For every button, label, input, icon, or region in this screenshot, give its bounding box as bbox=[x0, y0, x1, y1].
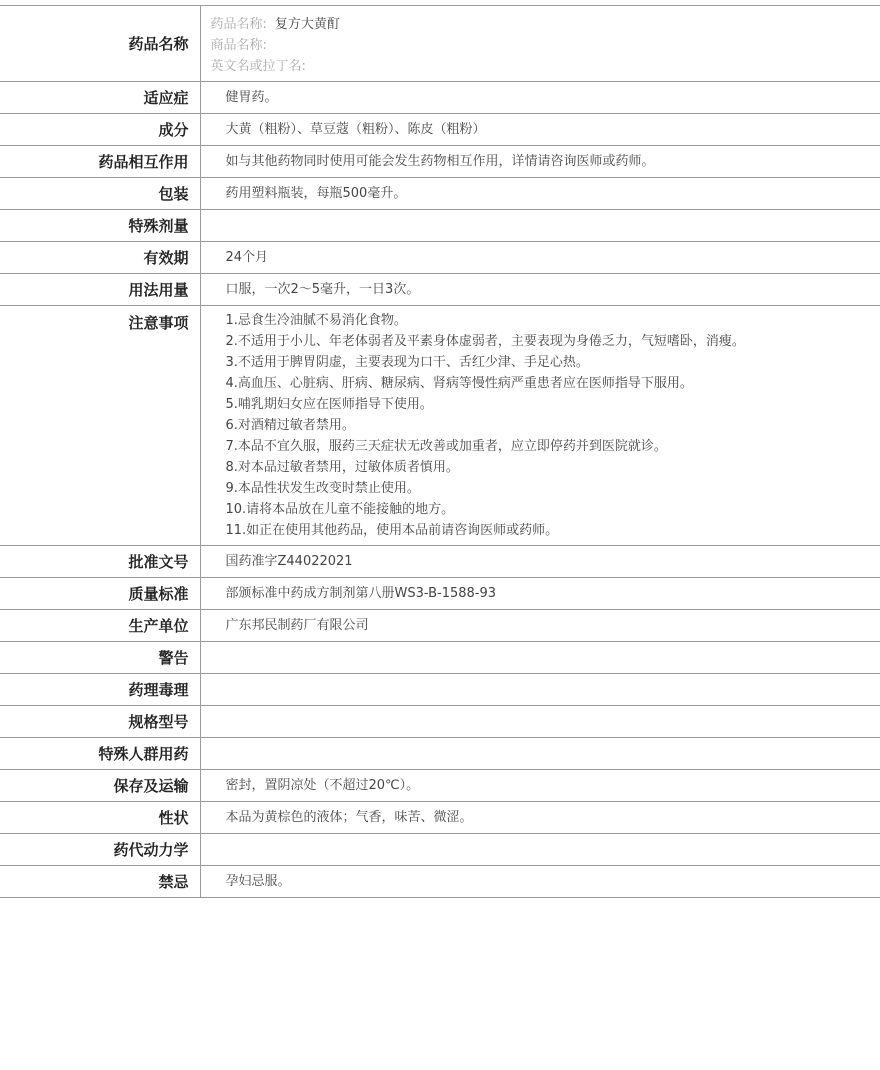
row-pharmacokinetics bbox=[0, 834, 880, 866]
notes-value bbox=[200, 306, 880, 546]
drug-info-table bbox=[0, 5, 880, 898]
spec-label: 规格型号 bbox=[0, 706, 200, 738]
row-interactions bbox=[0, 146, 880, 178]
row-drug-name bbox=[0, 6, 880, 82]
approval-value: 国药准字Z44022021 bbox=[225, 554, 353, 569]
row-usage bbox=[0, 274, 880, 306]
row-approval bbox=[0, 546, 880, 578]
row-packaging bbox=[0, 178, 880, 210]
row-manufacturer bbox=[0, 610, 880, 642]
row-warning bbox=[0, 642, 880, 674]
appearance-value: 本品为黄棕色的液体；气香，味苦、微涩。 bbox=[225, 810, 473, 825]
approval-label: 批准文号 bbox=[0, 546, 200, 578]
interactions-label: 药品相互作用 bbox=[0, 146, 200, 178]
contraindications-value: 孕妇忌服。 bbox=[225, 874, 291, 889]
english-name-line bbox=[211, 56, 880, 77]
english-name-label: 英文名或拉丁名: bbox=[210, 59, 306, 74]
generic-name-line bbox=[211, 14, 880, 35]
row-contraindications bbox=[0, 866, 880, 898]
row-storage bbox=[0, 770, 880, 802]
pharmacokinetics-label: 药代动力学 bbox=[0, 834, 200, 866]
shelf-life-value: 24个月 bbox=[225, 250, 269, 265]
usage-value: 口服，一次2～5毫升，一日3次。 bbox=[225, 282, 420, 297]
special-dosage-label: 特殊剂量 bbox=[0, 210, 200, 242]
indication-label: 适应症 bbox=[0, 82, 200, 114]
spec-value bbox=[200, 706, 880, 738]
drug-name-cell bbox=[200, 6, 880, 82]
pharmacokinetics-value bbox=[200, 834, 880, 866]
contraindications-label: 禁忌 bbox=[0, 866, 200, 898]
warning-value bbox=[200, 642, 880, 674]
row-toxicology bbox=[0, 674, 880, 706]
row-special-dosage bbox=[0, 210, 880, 242]
trade-name-line bbox=[211, 35, 880, 56]
drug-name-label: 药品名称 bbox=[0, 6, 200, 82]
note-item: 6.对酒精过敏者禁用。 bbox=[225, 418, 355, 433]
storage-label: 保存及运输 bbox=[0, 770, 200, 802]
special-population-value bbox=[200, 738, 880, 770]
generic-name-label: 药品名称: bbox=[210, 17, 267, 32]
special-dosage-value bbox=[200, 210, 880, 242]
special-population-label: 特殊人群用药 bbox=[0, 738, 200, 770]
note-item: 5.哺乳期妇女应在医师指导下使用。 bbox=[225, 397, 433, 412]
row-shelf-life bbox=[0, 242, 880, 274]
note-item: 7.本品不宜久服，服药三天症状无改善或加重者，应立即停药并到医院就诊。 bbox=[225, 439, 667, 454]
row-indication bbox=[0, 82, 880, 114]
row-spec bbox=[0, 706, 880, 738]
interactions-value: 如与其他药物同时使用可能会发生药物相互作用，详情请咨询医师或药师。 bbox=[225, 154, 655, 169]
storage-value: 密封，置阴凉处（不超过20℃）。 bbox=[225, 778, 420, 793]
ingredients-value: 大黄（粗粉）、草豆蔻（粗粉）、陈皮（粗粉） bbox=[225, 122, 486, 137]
warning-label: 警告 bbox=[0, 642, 200, 674]
notes-label: 注意事项 bbox=[0, 306, 200, 546]
appearance-label: 性状 bbox=[0, 802, 200, 834]
row-special-population bbox=[0, 738, 880, 770]
note-item: 8.对本品过敏者禁用，过敏体质者慎用。 bbox=[225, 460, 459, 475]
note-item: 11.如正在使用其他药品，使用本品前请咨询医师或药师。 bbox=[225, 523, 559, 538]
ingredients-label: 成分 bbox=[0, 114, 200, 146]
indication-value: 健胃药。 bbox=[225, 90, 278, 105]
packaging-label: 包装 bbox=[0, 178, 200, 210]
trade-name-label: 商品名称: bbox=[210, 38, 267, 53]
generic-name-value: 复方大黄酊 bbox=[274, 17, 340, 32]
manufacturer-label: 生产单位 bbox=[0, 610, 200, 642]
toxicology-label: 药理毒理 bbox=[0, 674, 200, 706]
packaging-value: 药用塑料瓶装，每瓶500毫升。 bbox=[225, 186, 407, 201]
row-standard bbox=[0, 578, 880, 610]
shelf-life-label: 有效期 bbox=[0, 242, 200, 274]
toxicology-value bbox=[200, 674, 880, 706]
note-item: 1.忌食生冷油腻不易消化食物。 bbox=[225, 313, 407, 328]
row-notes bbox=[0, 306, 880, 546]
row-appearance bbox=[0, 802, 880, 834]
standard-value: 部颁标准中药成方制剂第八册WS3-B-1588-93 bbox=[225, 586, 497, 601]
note-item: 10.请将本品放在儿童不能接触的地方。 bbox=[225, 502, 455, 517]
note-item: 3.不适用于脾胃阴虚，主要表现为口干、舌红少津、手足心热。 bbox=[225, 355, 589, 370]
note-item: 4.高血压、心脏病、肝病、糖尿病、肾病等慢性病严重患者应在医师指导下服用。 bbox=[225, 376, 693, 391]
manufacturer-value: 广东邦民制药厂有限公司 bbox=[225, 618, 369, 633]
usage-label: 用法用量 bbox=[0, 274, 200, 306]
standard-label: 质量标准 bbox=[0, 578, 200, 610]
note-item: 9.本品性状发生改变时禁止使用。 bbox=[225, 481, 420, 496]
row-ingredients bbox=[0, 114, 880, 146]
note-item: 2.不适用于小儿、年老体弱者及平素身体虚弱者，主要表现为身倦乏力，气短嗜卧，消瘦。 bbox=[225, 334, 745, 349]
